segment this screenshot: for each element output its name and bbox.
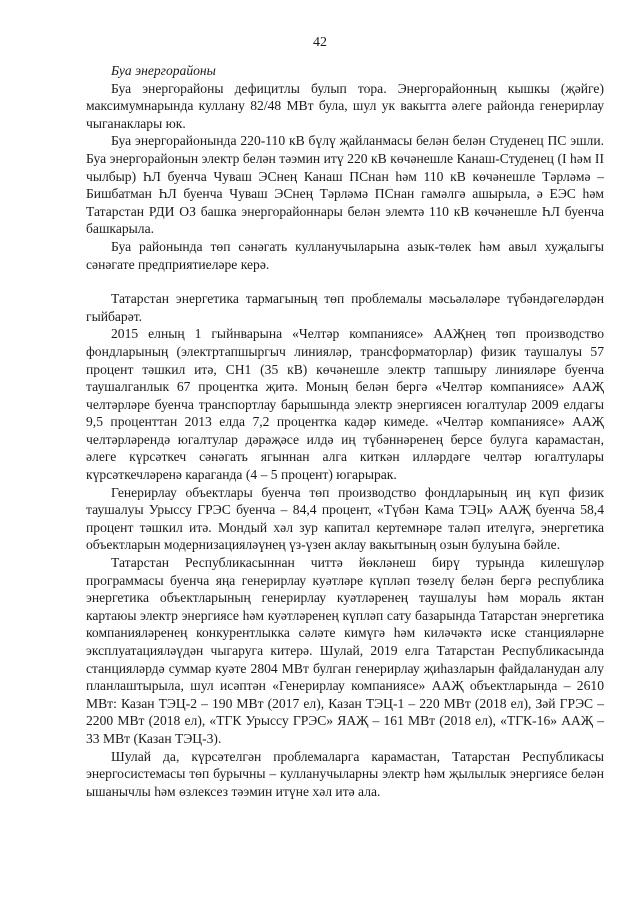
- paragraph: Генерирлау объектлары буенча төп производство фондларының иң күп физик таушалуы Урыссу ГРЭС буенча – 84,4 процент, «Түбән Кама ТЭЦ» ААҖ буенча 58,4 процент тәшкил итә. Мондый хәл зур капитал кертемнәре таләп ителүгә, энергетика объектларын модернизацияләүнең үз-үзен аклау вакытының озын булуына бәйле.: [86, 484, 604, 553]
- paragraph: Шулай да, күрсәтелгән проблемаларга карамастан, Татарстан Республикасы энергосистемасы төп бурычны – кулланучыларны электр һәм җылылык энергиясе белән ышанычлы һәм өзлексез тәэмин итүне хәл итә ала.: [86, 748, 604, 799]
- paragraph: Буа энергорайоны дефицитлы булып тора. Энергорайонның кышкы (җәйге) максимумнарында куллану 82/48 МВт була, шул ук вакытта әлеге районда генерирлау чыганаклары юк.: [86, 80, 604, 131]
- paragraph-gap: [86, 273, 604, 290]
- paragraph: Татарстан энергетика тармагының төп проблемалы мәсьәләләре түбәндәгеләрдән гыйбарәт.: [86, 291, 604, 324]
- section-title: Буа энергорайоны: [111, 63, 216, 78]
- paragraph: 2015 елның 1 гыйнварына «Челтәр компаниясе» ААҖнең төп производство фондларының (электртапшыргыч линияләр, трансформаторлар) физик таушалуы 57 процент тәшкил итә, СН1 (35 кВ) көчәнешле электр тапшыру линияләре буенча таушалганлык 67 процентка җитә. Моның белән бергә «Челтәр компаниясе» ААҖ челтәрләре буенча транспортлау барышында электр энергиясен югалтулар 2009 елдагы 9,5 проценттан 2013 елда 7,2 процентка кадәр кимеде. «Челтәр компаниясе» ААҖ челтәрләрендә югалтулар дәрәҗәсе илдә иң түбәннәренең берсе булуга карамастан, әлеге күрсәткеч сәнәгать ягыннан алга киткән илләрдәге челтәр югалтулары күрсәткечләренә караганда (4 – 5 процент) югарырак.: [86, 326, 604, 483]
- page-content: [86, 62, 604, 800]
- paragraph: Татарстан Республикасыннан читтә йөкләнеш бирү турында килешүләр программасы буенча яңа генерирлау куәтләре күпләп төзелү белән бергә республика энергетика объектларының генерирлау куәтләренең таушалуы һәм мораль яктан картаюы электр энергиясе һәм куәтләренең күпләп сату базарында Татарстан энергетика компанияләренең конкурентлыкка сәләте кимүгә һәм киләчәктә иске станцияләрне эксплуатацияләүдән чыгаруга китерә. Шулай, 2019 елга Татарстан Республикасында станцияләрдә суммар куәте 2804 МВт булган генерирлау җиһазларын файдаланудан алу планлаштырыла, шул исәптән «Генерирлау компаниясе» ААҖ объектларында – 2610 МВт: Казан ТЭЦ-2 – 190 МВт (2017 ел), Казан ТЭЦ-1 – 220 МВт (2018 ел), Зәй ГРЭС – 2200 МВт (2018 ел), «ТГК Урыссу ГРЭС» ЯАҖ – 161 МВт (2018 ел), «ТГК-16» ААҖ – 33 МВт (Казан ТЭЦ-3).: [86, 555, 604, 746]
- paragraph: Буа энергорайонында 220-110 кВ бүлү җайланмасы белән белән Студенец ПС эшли. Буа энергорайонын электр белән тәэмин итү 220 кВ көчәнешле Канаш-Студенец (I һәм II чылбыр) ҺЛ буенча Чуваш ЭСнең Канаш ПСнан һәм 110 кВ көчәнешле Тәрләмә – Бишбатман ҺЛ буенча Чуваш ЭСнең Тәрләмә ПСнан гамәлгә ашырыла, ә ЕЭС һәм Татарстан РДИ ОЗ башка энергорайоннары белән элемтә 110 кВ көчәнешле ҺЛ буенча башкарыла.: [86, 133, 604, 237]
- paragraph: Буа районында төп сәнәгать кулланучыларына азык-төлек һәм авыл хуҗалыгы сәнәгате предприятиеләре керә.: [86, 238, 604, 272]
- page-number: 42: [313, 35, 327, 50]
